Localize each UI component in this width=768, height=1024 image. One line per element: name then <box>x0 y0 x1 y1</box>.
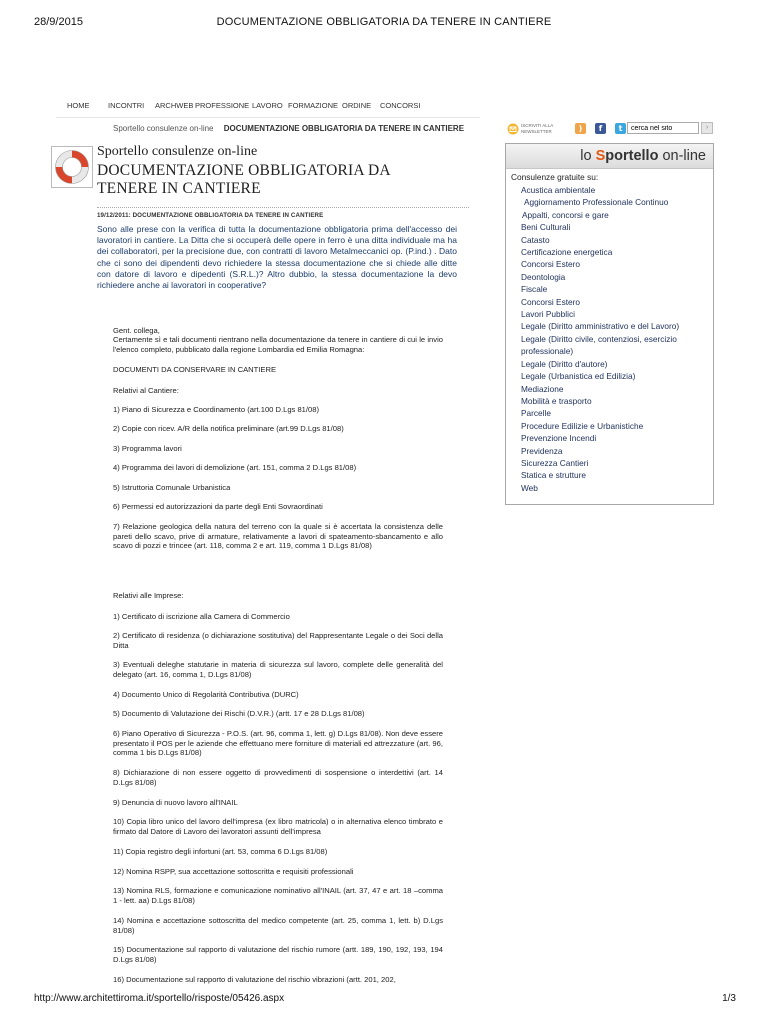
answer-paragraph: 12) Nomina RSPP, sua accettazione sottoscritta e requisiti professionali <box>113 867 354 876</box>
answer-paragraph: 5) Istruttoria Comunale Urbanistica <box>113 483 231 492</box>
sidebar-item[interactable]: Legale (Diritto civile, contenziosi, esercizio <box>521 333 677 344</box>
facebook-icon[interactable]: f <box>595 123 606 134</box>
sidebar-item[interactable]: Aggiornamento Professionale Continuo <box>524 197 669 208</box>
print-page-number: 1/3 <box>722 993 736 1004</box>
answer-paragraph: Certamente sì e tali documenti rientrano nella documentazione da tenere in cantiere di cui le invio l'elenco completo, pubblicato dalla regione Lombardia ed Emilia Romagna: <box>113 335 443 354</box>
newsletter-link[interactable]: ISCRIVITI ALLA NEWSLETTER <box>521 123 554 134</box>
answer-paragraph: DOCUMENTI DA CONSERVARE IN CANTIERE <box>113 365 277 374</box>
answer-paragraph: 3) Eventuali deleghe statutarie in materia di sicurezza sul lavoro, complete delle generalità del delegato (art. 16, comma 1, D.Lgs 81/08) <box>113 660 443 679</box>
sidebar-item[interactable]: Prevenzione Incendi <box>521 433 597 444</box>
breadcrumb-link[interactable]: Sportello consulenze on-line <box>113 124 214 133</box>
answer-paragraph: 4) Documento Unico di Regolarità Contributiva (DURC) <box>113 690 299 699</box>
sidebar-item[interactable]: Certificazione energetica <box>521 247 613 258</box>
answer-paragraph: 2) Copie con ricev. A/R della notifica preliminare (art.99 D.Lgs 81/08) <box>113 424 344 433</box>
sidebar-item[interactable]: Parcelle <box>521 408 551 419</box>
answer-paragraph: Relativi al Cantiere: <box>113 386 179 395</box>
answer-paragraph: Gent. collega, <box>113 326 160 335</box>
sidebar-item[interactable]: Concorsi Estero <box>521 259 581 270</box>
nav-item-concorsi[interactable]: CONCORSI <box>380 101 421 110</box>
answer-paragraph: 5) Documento di Valutazione dei Rischi (D.V.R.) (artt. 17 e 28 D.Lgs 81/08) <box>113 709 365 718</box>
print-date: 28/9/2015 <box>34 16 83 28</box>
article-meta: 19/12/2011: DOCUMENTAZIONE OBBLIGATORIA DA TENERE IN CANTIERE <box>97 212 324 219</box>
sidebar-item[interactable]: Legale (Diritto amministrativo e del Lavoro) <box>521 321 680 332</box>
search-button[interactable]: › <box>701 122 713 134</box>
answer-paragraph: 6) Piano Operativo di Sicurezza - P.O.S. (art. 96, comma 1, lett. g) D.Lgs 81/08). Non deve essere presentato il POS per le aziende che effettuano mere forniture di materiali ed attrezzature (art. 96, comma 1 bis D.Lgs 81/08) <box>113 729 443 757</box>
section-title: Sportello consulenze on-line <box>97 144 258 159</box>
header-toolbar <box>505 121 713 137</box>
sidebar-item[interactable]: Mobilità e trasporto <box>521 395 592 406</box>
sidebar-item[interactable]: Mediazione <box>521 383 564 394</box>
newsletter-icon[interactable] <box>507 123 519 135</box>
sidebar-item[interactable]: Appalti, concorsi e gare <box>522 209 609 220</box>
sidebar-item[interactable]: Concorsi Estero <box>521 296 581 307</box>
breadcrumb <box>113 124 464 133</box>
answer-paragraph: 11) Copia registro degli infortuni (art. 53, comma 6 D.Lgs 81/08) <box>113 847 328 856</box>
lifebuoy-icon <box>51 146 93 188</box>
print-header <box>0 16 768 30</box>
sidebar-item[interactable]: Fiscale <box>521 284 548 295</box>
sidebar-sportello <box>505 143 714 505</box>
search-input[interactable] <box>627 122 699 134</box>
sidebar-item[interactable]: Legale (Diritto d'autore) <box>521 358 608 369</box>
sidebar-subtitle: Consulenze gratuite su: <box>511 172 599 182</box>
answer-paragraph: 9) Denuncia di nuovo lavoro all'INAIL <box>113 798 238 807</box>
twitter-icon[interactable]: t <box>615 123 626 134</box>
sidebar-header <box>506 144 713 169</box>
answer-paragraph: 10) Copia libro unico del lavoro dell'impresa (ex libro matricola) o in alternativa elenco timbrato e firmato dal Datore di Lavoro dei lavoratori assunti dell'impresa <box>113 817 443 836</box>
nav-item-archweb[interactable]: ARCHWEB <box>155 101 194 110</box>
sidebar-item[interactable]: Sicurezza Cantieri <box>521 457 589 468</box>
page-title: DOCUMENTAZIONE OBBLIGATORIA DA TENERE IN CANTIERE <box>97 162 390 197</box>
sidebar-item[interactable]: Legale (Urbanistica ed Edilizia) <box>521 371 636 382</box>
answer-paragraph: 4) Programma dei lavori di demolizione (art. 151, comma 2 D.Lgs 81/08) <box>113 463 357 472</box>
answer-paragraph: Relativi alle Imprese: <box>113 591 184 600</box>
sidebar-item[interactable]: Catasto <box>521 234 550 245</box>
sidebar-item[interactable]: Lavori Pubblici <box>521 309 575 320</box>
nav-item-professione[interactable]: PROFESSIONE <box>195 101 250 110</box>
answer-paragraph: 1) Piano di Sicurezza e Coordinamento (art.100 D.Lgs 81/08) <box>113 405 319 414</box>
print-title: DOCUMENTAZIONE OBBLIGATORIA DA TENERE IN CANTIERE <box>216 16 552 28</box>
sidebar-item[interactable]: Procedure Edilizie e Urbanistiche <box>521 420 644 431</box>
answer-paragraph: 2) Certificato di residenza (o dichiarazione sostitutiva) del Rappresentante Legale o dei Soci della Ditta <box>113 631 443 650</box>
answer-paragraph: 14) Nomina e accettazione sottoscritta del medico competente (art. 25, comma 1, lett. b) D.Lgs 81/08) <box>113 916 443 935</box>
question-text: Sono alle prese con la verifica di tutta la documentazione obbligatoria prima dell'accesso dei lavoratori in cantiere. La Ditta che si occuperà delle opere in ferro è una ditta individuale ma ha dei collaboratori, per la precisione due, con contratti di lavoro Metalmeccanici op. (P.ind.) . Dato che ci sono dei dipendenti devo richiedere la stessa documentazione che si chiede alle ditte con datore di lavoro e dipedenti (S.R.L.)? Altro dubbio, la stessa documentazione la devo richiedere anche ai lavoratori in cooperative? <box>97 224 457 291</box>
answer-paragraph: 15) Documentazione sul rapporto di valutazione del rischio rumore (artt. 189, 190, 192, 193, 194 D.Lgs 81/08) <box>113 945 443 964</box>
sidebar-brand: lo Sportello on-line <box>580 148 706 164</box>
sidebar-list <box>506 184 713 494</box>
sidebar-item[interactable]: Beni Culturali <box>521 222 571 233</box>
sidebar-item[interactable]: Statica e strutture <box>521 470 587 481</box>
title-divider <box>97 207 469 208</box>
rss-icon[interactable]: ) <box>575 123 586 134</box>
sidebar-item[interactable]: Deontologia <box>521 271 566 282</box>
nav-item-formazione[interactable]: FORMAZIONE <box>288 101 338 110</box>
nav-item-home[interactable]: HOME <box>67 101 90 110</box>
print-url: http://www.architettiroma.it/sportello/risposte/05426.aspx <box>34 993 285 1004</box>
sidebar-item[interactable]: Web <box>521 482 538 493</box>
answer-paragraph: 8) Dichiarazione di non essere oggetto di provvedimenti di sospensione o interdettivi (art. 14 D.Lgs 81/08) <box>113 768 443 787</box>
nav-item-incontri[interactable]: INCONTRI <box>108 101 145 110</box>
breadcrumb-current: DOCUMENTAZIONE OBBLIGATORIA DA TENERE IN CANTIERE <box>223 124 465 133</box>
sidebar-item[interactable]: Acustica ambientale <box>521 185 596 195</box>
sidebar-item[interactable]: Previdenza <box>521 445 563 456</box>
answer-paragraph: 7) Relazione geologica della natura del terreno con la quale si è accertata la consistenza delle pareti dello scavo, prive di armature, relativamente a lavori di spateamento-sbancamento e allo scavo di pozzi e trincee (art. 118, comma 2 e art. 119, comma 1 D.Lgs 81/08) <box>113 522 443 550</box>
sidebar-item[interactable]: professionale) <box>521 346 574 357</box>
answer-paragraph: 3) Programma lavori <box>113 444 182 453</box>
print-footer <box>0 993 768 1007</box>
nav-item-ordine[interactable]: ORDINE <box>342 101 372 110</box>
answer-paragraph: 1) Certificato di iscrizione alla Camera di Commercio <box>113 612 290 621</box>
nav-divider <box>56 117 480 118</box>
answer-paragraph: 13) Nomina RLS, formazione e comunicazione nominativo all'INAIL (art. 37, 47 e art. 18 –comma 1 - lett. aa) D.Lgs 81/08) <box>113 886 443 905</box>
answer-paragraph: 6) Permessi ed autorizzazioni da parte degli Enti Sovraordinati <box>113 502 323 511</box>
nav-item-lavoro[interactable]: LAVORO <box>252 101 283 110</box>
answer-paragraph: 16) Documentazione sul rapporto di valutazione del rischio vibrazioni (artt. 201, 202, <box>113 975 396 984</box>
